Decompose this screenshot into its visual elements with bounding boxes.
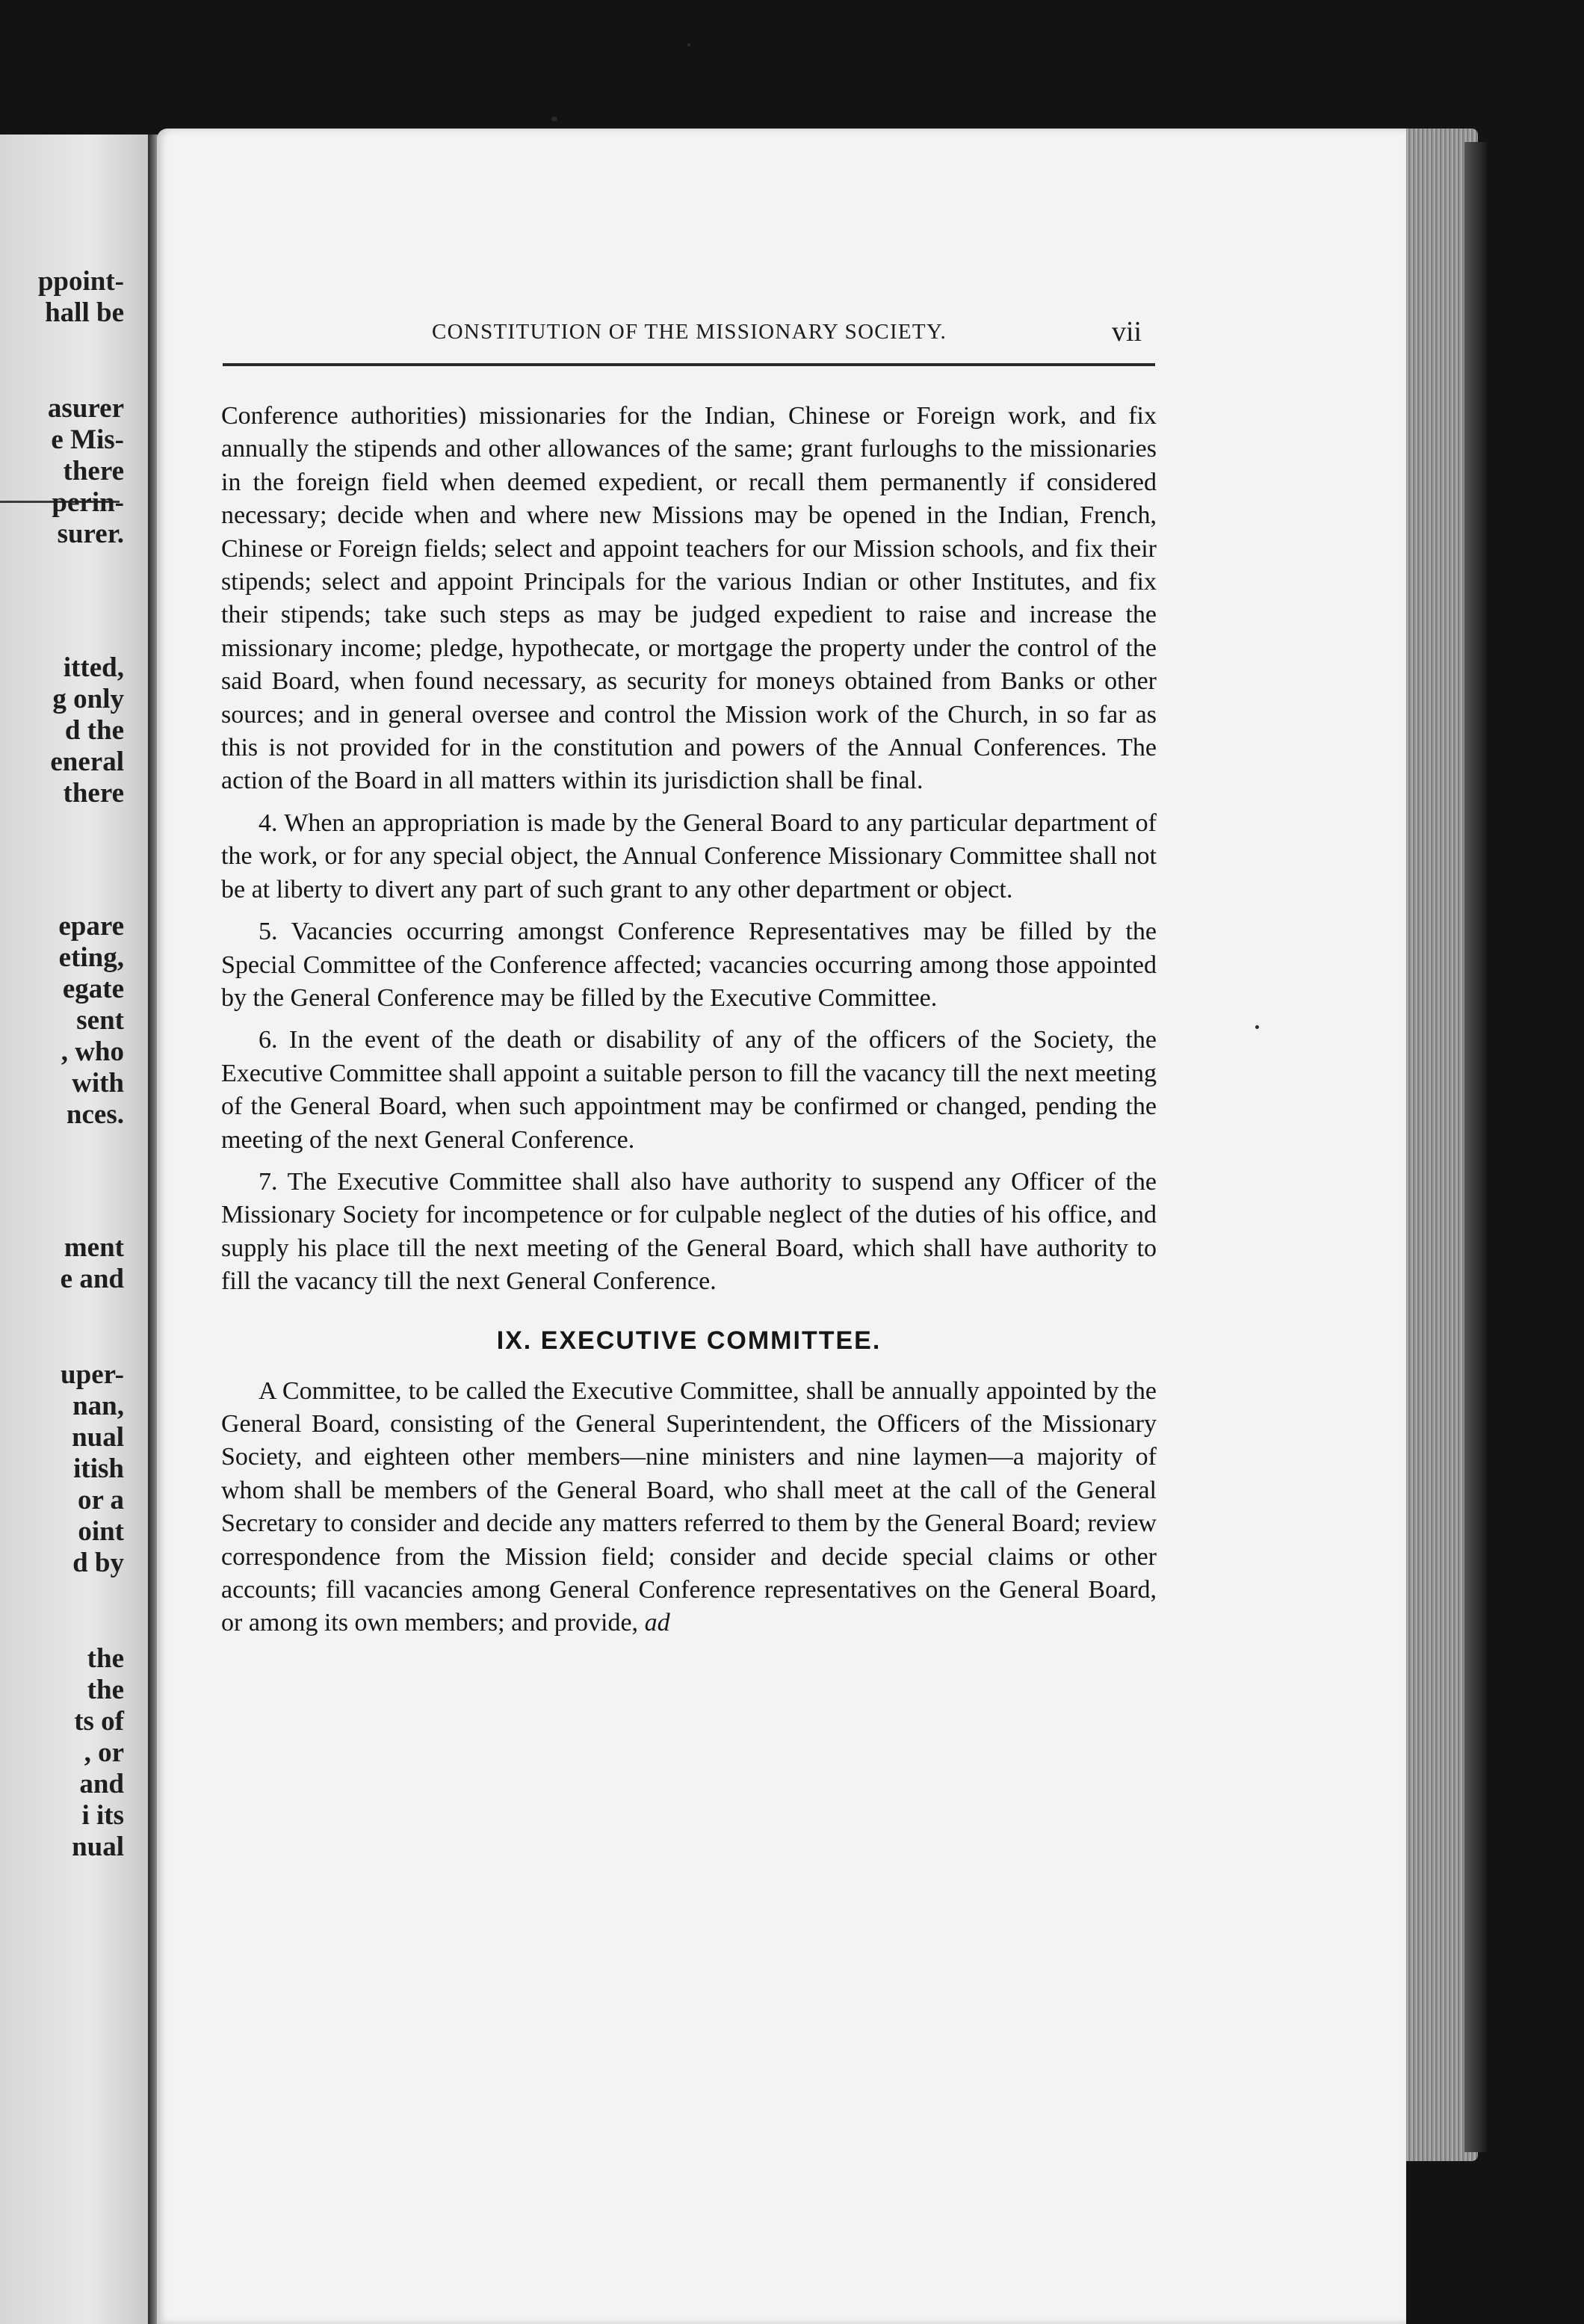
left-page-fragment: itish bbox=[73, 1453, 124, 1484]
paragraph-continuation: Conference authorities) missionaries for the Indian, Chinese or Foreign work, and fix annually the stipends and other allowances of the same; grant furloughs to the missionaries in the foreign field when deemed expedient, or recall them permanently if considered necessary; decide when and where new Missions may be opened in the Indian, French, Chinese or Foreign fields; select and appoint teachers for our Mission schools, and fix their stipends; select and appoint Principals for the various Indian or other Institutes, and fix their stipends; take such steps as may be judged expedient to raise and increase the missionary income; pledge, hypothecate, or mortgage the property under the control of the said Board, when found necessary, as security for moneys obtained from Banks or other sources; and in general oversee and control the Mission work of the Church, in so far as this is not provided for in the constitution and powers of the Annual Conferences. The action of the Board in all matters within its jurisdiction shall be final. bbox=[221, 402, 1157, 795]
left-page-fragment: hall be bbox=[45, 297, 124, 328]
left-page-fragment: eting, bbox=[58, 942, 124, 973]
left-page-fragment: nces. bbox=[66, 1099, 124, 1130]
left-page-fragment: d by bbox=[72, 1548, 124, 1578]
left-page-fragment: nual bbox=[72, 1832, 124, 1862]
paragraph-6: 6. In the event of the death or disability of any of the officers of the Society, the Executive Committee shall appoint a suitable person to fill the vacancy till the next meeting of the General Board, when such appointment may be confirmed or changed, pending the meeting of the next General Conference. bbox=[221, 1026, 1157, 1154]
paragraph-executive-committee-italic: ad bbox=[644, 1609, 670, 1637]
left-page-fragment: e and bbox=[60, 1264, 124, 1294]
paragraph-7: 7. The Executive Committee shall also have authority to suspend any Officer of the Missionary Society for incompetence or for culpable neglect of the duties of his office, and supply his place till the next meeting of the General Board, which shall have authority to fill the vacancy till the next General Conference. bbox=[221, 1167, 1157, 1296]
left-page-fragment: the bbox=[87, 1675, 124, 1705]
dust-speck bbox=[687, 43, 690, 46]
left-page-fragment: eneral bbox=[50, 747, 124, 777]
paragraph-4: 4. When an appropriation is made by the General Board to any particular department of the work, or for any special object, the Annual Conference Missionary Committee shall not be at liberty to divert any part of such grant to any other department or object. bbox=[221, 809, 1157, 903]
page-number: vii bbox=[1112, 316, 1142, 347]
dust-speck bbox=[1255, 1025, 1259, 1029]
left-page bbox=[0, 135, 149, 2324]
left-page-fragment: the bbox=[87, 1643, 124, 1674]
left-page-fragment: g only bbox=[52, 684, 124, 714]
left-page-fragment: there bbox=[63, 456, 124, 486]
left-page-fragment: , who bbox=[61, 1036, 124, 1067]
left-page-fragment: e Mis- bbox=[51, 424, 124, 455]
left-page-fragment: with bbox=[72, 1068, 124, 1098]
left-page-fragment: epare bbox=[58, 911, 124, 942]
left-page-fragment: there bbox=[63, 778, 124, 809]
body-text bbox=[221, 400, 1157, 1640]
left-page-fragment: ment bbox=[64, 1232, 124, 1263]
left-page-fragment: d the bbox=[64, 715, 124, 746]
left-page-fragment: , or bbox=[84, 1737, 124, 1768]
left-page-fragment: nual bbox=[72, 1422, 124, 1453]
left-page-fragment: ts of bbox=[74, 1706, 124, 1737]
left-page-fragment: ppoint- bbox=[37, 266, 124, 297]
left-page-fragment: i its bbox=[81, 1800, 124, 1831]
left-page-fragment: and bbox=[79, 1769, 124, 1799]
page-block-shade bbox=[1464, 142, 1487, 2152]
left-page-fragment: perin- bbox=[52, 487, 124, 518]
left-page-fragment: nan, bbox=[72, 1391, 124, 1421]
left-page-fragment: surer. bbox=[57, 519, 124, 549]
header-rule bbox=[223, 363, 1155, 366]
paragraph-5: 5. Vacancies occurring amongst Conference Representatives may be filled by the Special Committee of the Conference affected; vacancies occurring among those appointed by the General Conference may be filled by the Executive Committee. bbox=[221, 918, 1157, 1012]
left-page-fragment: oint bbox=[78, 1516, 124, 1547]
section-heading: IX. EXECUTIVE COMMITTEE. bbox=[496, 1326, 882, 1355]
left-page-fragment: or a bbox=[77, 1485, 124, 1515]
left-page-fragment: egate bbox=[62, 974, 124, 1004]
left-page-fragment: sent bbox=[76, 1005, 124, 1036]
paragraph-executive-committee bbox=[221, 1375, 1157, 1640]
paragraph-executive-committee-text: A Committee, to be called the Executive Committee, shall be annually appointed by the General Board, consisting of the General Superintendent, the Officers of the Missionary Society, and eighteen other members—nine ministers and nine laymen—a majority of whom shall be members of the General Board, who shall meet at the call of the General Secretary to consider and decide any matters referred to them by the General Board; review correspondence from the Mission field; consider and decide special claims or other accounts; fill vacancies among General Conference representatives on the General Board, or among its own members; and provide, bbox=[221, 1376, 1157, 1637]
left-page-fragment: uper- bbox=[61, 1359, 124, 1390]
left-page-fragment: asurer bbox=[47, 393, 124, 424]
left-page-fragment: itted, bbox=[63, 652, 124, 683]
running-head: CONSTITUTION OF THE MISSIONARY SOCIETY. bbox=[431, 320, 947, 344]
dust-speck bbox=[551, 117, 557, 121]
